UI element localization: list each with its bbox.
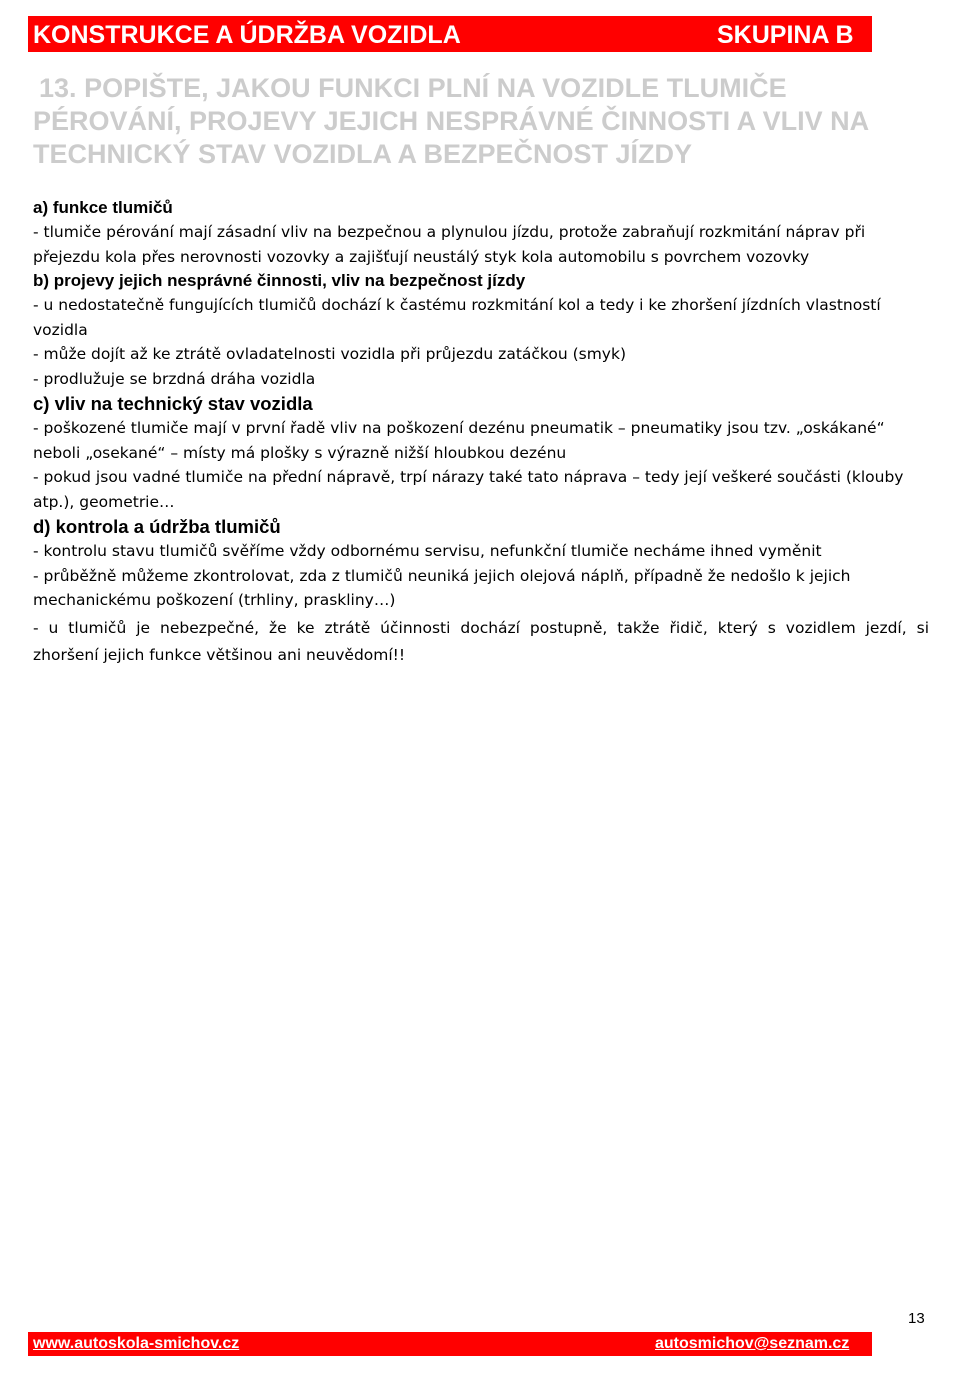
section-c-heading: c) vliv na technický stav vozidla (33, 393, 313, 414)
document-body (33, 196, 929, 668)
section-b-heading: b) projevy jejich nesprávné činnosti, vliv na bezpečnost jízdy (33, 271, 526, 290)
question-line-1-text: POPIŠTE, JAKOU FUNKCI PLNÍ NA VOZIDLE TLUMIČE (84, 73, 787, 103)
section-a-text: - tlumiče pérování mají zásadní vliv na bezpečnou a plynulou jízdu, protože zabraňují rozkmitání náprav při přejezdu kola přes nerovnosti vozovky a zajišťují neustálý styk kola automobilu s povrchem vozovky (33, 223, 866, 266)
section-d-item: - kontrolu stavu tlumičů svěříme vždy odbornému servisu, nefunkční tlumiče necháme ihned vyměnit (33, 542, 822, 560)
page-number: 13 (908, 1310, 925, 1327)
section-b-item: - prodlužuje se brzdná dráha vozidla (33, 369, 316, 388)
section-d-last-line-1: - u tlumičů je nebezpečné, že ke ztrátě účinnosti dochází postupně, takže řidič, který s vozidlem jezdí, si (33, 618, 929, 637)
section-d-item: - průběžně můžeme zkontrolovat, zda z tlumičů neuniká jejich olejová náplň, případně že nedošlo k jejich mechanickému poškození (trhliny, praskliny…) (33, 566, 851, 609)
section-d-heading: d) kontrola a údržba tlumičů (33, 516, 281, 537)
question-number: 13. (39, 73, 77, 103)
document-title: KONSTRUKCE A ÚDRŽBA VOZIDLA (33, 21, 461, 49)
section-b-item: - může dojít až ke ztrátě ovladatelnosti vozidla při průjezdu zatáčkou (smyk) (33, 345, 626, 363)
website-link[interactable]: www.autoskola-smichov.cz (33, 1335, 240, 1352)
section-b-item: - u nedostatečně fungujících tlumičů dochází k častému rozkmitání kol a tedy i ke zhoršení jízdních vlastností vozidla (33, 296, 881, 339)
question-heading (33, 72, 913, 171)
question-line-1 (33, 72, 913, 105)
section-d-last-line-2: zhoršení jejich funkce většinou ani neuvědomí!! (33, 646, 406, 664)
email-link[interactable]: autosmichov@seznam.cz (655, 1335, 850, 1352)
section-c-item: - pokud jsou vadné tlumiče na přední nápravě, trpí nárazy také tato náprava – tedy její veškeré součásti (klouby atp.), geometrie… (33, 468, 904, 511)
question-line-3: TECHNICKÝ STAV VOZIDLA A BEZPEČNOST JÍZDY (33, 139, 693, 169)
group-label: SKUPINA B (717, 21, 854, 49)
question-line-2: PÉROVÁNÍ, PROJEVY JEJICH NESPRÁVNÉ ČINNOSTI A VLIV NA (33, 106, 870, 136)
section-a-heading: a) funkce tlumičů (33, 198, 173, 217)
section-c-item: - poškozené tlumiče mají v první řadě vliv na poškození dezénu pneumatik – pneumatiky jsou tzv. „oskákané“ neboli „osekané“ – místy má plošky s výrazně nižší hloubkou dezénu (33, 419, 885, 462)
